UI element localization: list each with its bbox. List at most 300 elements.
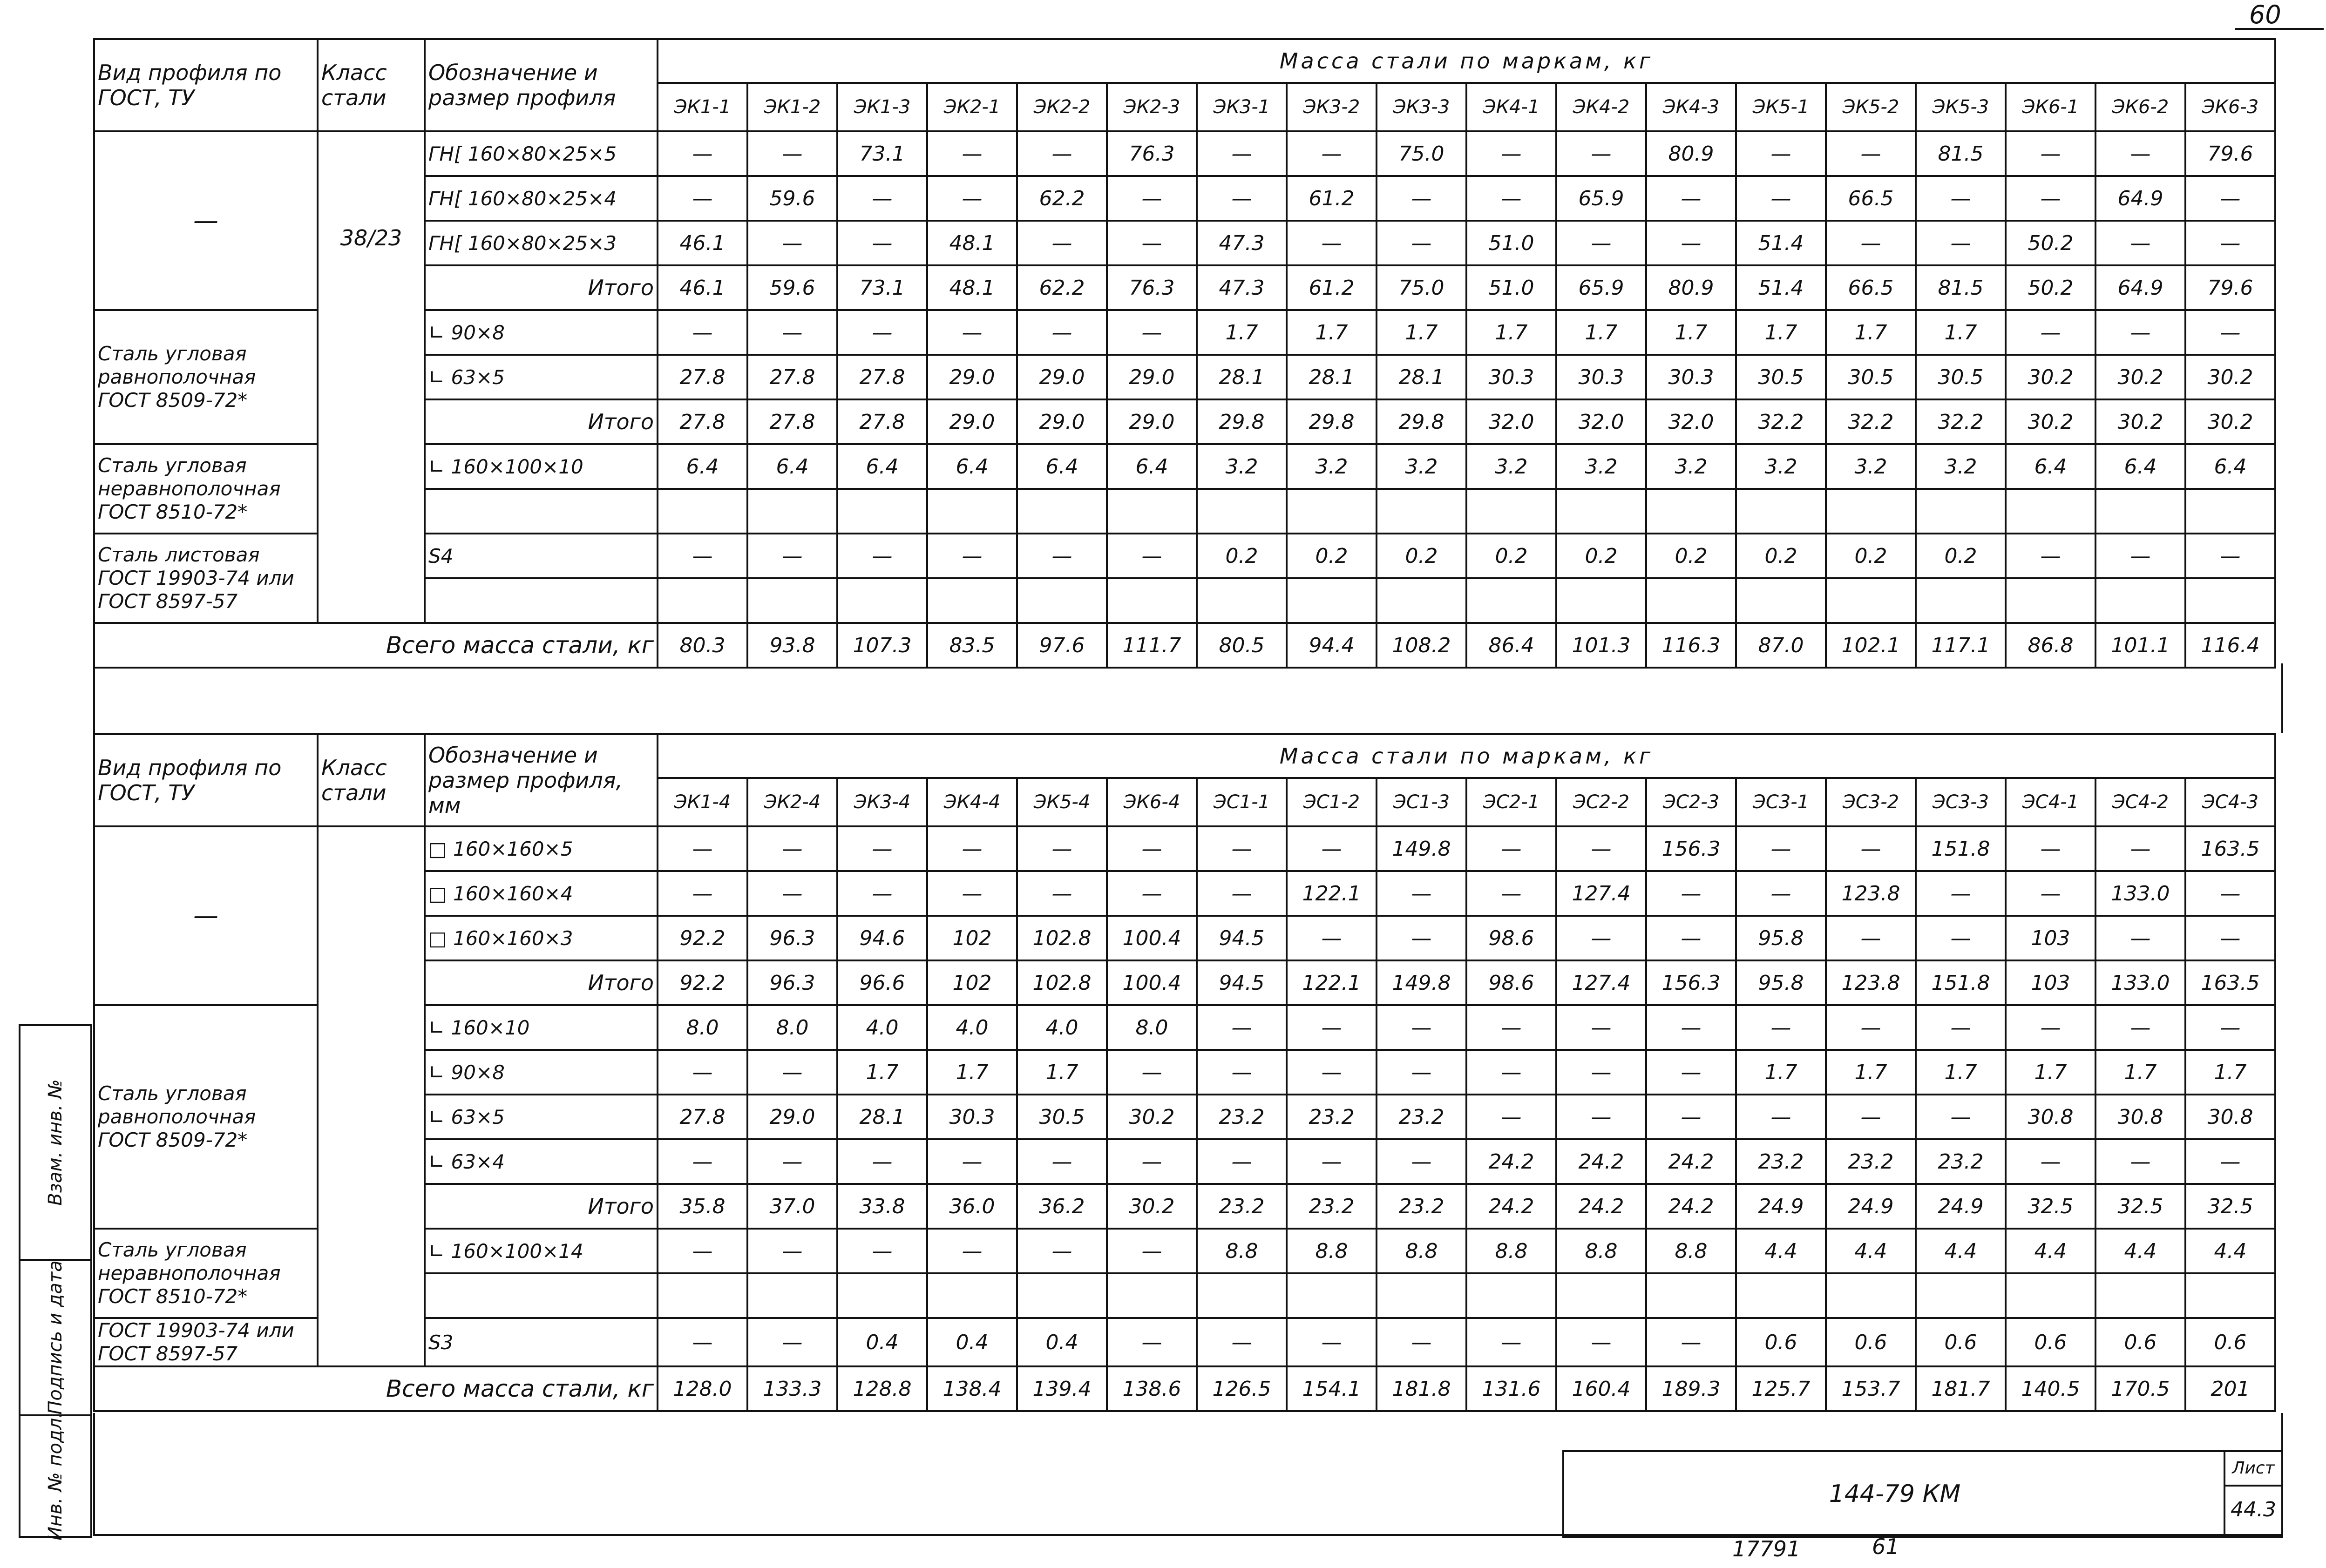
mass-value: 24.2	[1646, 1184, 1736, 1229]
mass-value: —	[1107, 221, 1197, 265]
mass-value: 29.0	[1107, 355, 1197, 399]
mass-value: —	[1377, 221, 1466, 265]
mass-value: 30.5	[1916, 355, 2006, 399]
total-value: 102.1	[1826, 623, 1916, 668]
total-value: 97.6	[1017, 623, 1107, 668]
mass-value	[747, 1273, 837, 1318]
mass-value: —	[1826, 826, 1916, 871]
mass-value: 32.5	[2095, 1184, 2185, 1229]
group-name: —	[94, 131, 318, 310]
mass-value: —	[1466, 1005, 1556, 1050]
mass-value	[1107, 1273, 1197, 1318]
mass-value: —	[2185, 1005, 2275, 1050]
table-row	[94, 131, 2275, 176]
total-value: 111.7	[1107, 623, 1197, 668]
mass-value: 1.7	[1197, 310, 1287, 355]
mass-value: —	[1287, 826, 1377, 871]
mass-value: 47.3	[1197, 265, 1287, 310]
mass-value: —	[1736, 1005, 1826, 1050]
mass-value	[1197, 1273, 1287, 1318]
sidebar-cell-inv-orig: Инв. № подл.	[45, 1412, 66, 1541]
mass-value	[1916, 578, 2006, 623]
mass-value: —	[658, 826, 747, 871]
mass-value: 27.8	[658, 1095, 747, 1139]
mass-value: —	[2095, 1139, 2185, 1184]
subtotal-label: Итого	[425, 1184, 658, 1229]
mark-header: ЭС2-1	[1466, 778, 1556, 826]
profile-size: S4	[425, 534, 658, 578]
mass-value: 0.6	[2185, 1318, 2275, 1366]
footer-page-number: 61	[1872, 1534, 1899, 1559]
steel-class-value: 38/23	[318, 131, 425, 623]
mass-value: 24.2	[1646, 1139, 1736, 1184]
mass-value: 24.2	[1466, 1184, 1556, 1229]
mark-header: ЭК3-1	[1197, 83, 1287, 131]
mass-value: 33.8	[837, 1184, 927, 1229]
profile-size: ∟ 90×8	[425, 310, 658, 355]
mark-header: ЭК3-3	[1377, 83, 1466, 131]
mass-value: 1.7	[1287, 310, 1377, 355]
mass-value: —	[2095, 534, 2185, 578]
header-steel-class: Класс стали	[318, 39, 425, 131]
mass-value: 66.5	[1826, 176, 1916, 221]
mark-header: ЭК3-4	[837, 778, 927, 826]
mass-value: 0.2	[1646, 534, 1736, 578]
mass-value: —	[1736, 1095, 1826, 1139]
mass-value: 133.0	[2095, 960, 2185, 1005]
mass-value: 32.2	[1736, 399, 1826, 444]
mass-value: —	[1916, 1095, 2006, 1139]
mass-value: —	[658, 534, 747, 578]
mass-value: —	[1646, 1005, 1736, 1050]
total-value: 125.7	[1736, 1366, 1826, 1411]
mass-value: —	[658, 176, 747, 221]
mass-value: —	[1017, 534, 1107, 578]
mass-value: —	[927, 826, 1017, 871]
mass-value: 0.6	[1736, 1318, 1826, 1366]
mass-value: 1.7	[1377, 310, 1466, 355]
mass-value: —	[1017, 871, 1107, 916]
mass-value: —	[1736, 826, 1826, 871]
mass-value: 27.8	[658, 399, 747, 444]
mass-value: —	[1466, 826, 1556, 871]
mass-value: —	[1826, 1095, 1916, 1139]
mass-value: —	[747, 534, 837, 578]
mass-value: —	[1107, 1229, 1197, 1273]
mass-value: 37.0	[747, 1184, 837, 1229]
mass-value: 127.4	[1556, 871, 1646, 916]
mark-header: ЭС2-3	[1646, 778, 1736, 826]
header-profile-type: Вид профиля по ГОСТ, ТУ	[94, 39, 318, 131]
mark-header: ЭК2-3	[1107, 83, 1197, 131]
mass-value: —	[2095, 221, 2185, 265]
mass-value: 23.2	[1287, 1184, 1377, 1229]
mass-value: —	[1017, 131, 1107, 176]
mass-value: —	[2006, 1005, 2095, 1050]
mass-value: —	[1017, 310, 1107, 355]
mass-value: 102.8	[1017, 916, 1107, 960]
mass-value: 94.6	[837, 916, 927, 960]
mass-value: —	[1107, 826, 1197, 871]
mark-header: ЭС1-3	[1377, 778, 1466, 826]
mass-value: 98.6	[1466, 916, 1556, 960]
mass-value: —	[1377, 1005, 1466, 1050]
mass-value: 163.5	[2185, 826, 2275, 871]
mass-value: 102	[927, 916, 1017, 960]
mass-value	[1826, 1273, 1916, 1318]
mass-value: —	[1736, 131, 1826, 176]
mass-value: —	[1377, 871, 1466, 916]
mass-value: —	[1107, 1139, 1197, 1184]
mass-value: 23.2	[1287, 1095, 1377, 1139]
total-value: 93.8	[747, 623, 837, 668]
mark-header: ЭС3-1	[1736, 778, 1826, 826]
table2-grid	[93, 733, 2276, 1412]
mass-value: —	[1646, 1318, 1736, 1366]
mass-value: —	[1556, 826, 1646, 871]
mass-value: 23.2	[1826, 1139, 1916, 1184]
mass-value: —	[658, 310, 747, 355]
mass-value	[1736, 578, 1826, 623]
mass-value: 6.4	[2095, 444, 2185, 489]
mass-value: 79.6	[2185, 131, 2275, 176]
mass-value: —	[927, 1139, 1017, 1184]
mass-value: 96.6	[837, 960, 927, 1005]
mass-value: 1.7	[1646, 310, 1736, 355]
mass-value: 0.6	[1826, 1318, 1916, 1366]
mark-header: ЭС3-3	[1916, 778, 2006, 826]
mass-value	[1466, 1273, 1556, 1318]
mass-value: —	[1107, 310, 1197, 355]
mass-value: 29.8	[1377, 399, 1466, 444]
mass-value: 24.2	[1466, 1139, 1556, 1184]
total-value: 160.4	[1556, 1366, 1646, 1411]
mass-value: —	[1916, 871, 2006, 916]
mass-value: 61.2	[1287, 265, 1377, 310]
sheet-label: Лист	[2225, 1452, 2281, 1487]
total-value: 181.8	[1377, 1366, 1466, 1411]
mass-value: —	[927, 871, 1017, 916]
mass-value: 32.2	[1916, 399, 2006, 444]
mass-value	[1916, 489, 2006, 534]
mass-value: 6.4	[747, 444, 837, 489]
total-value: 138.4	[927, 1366, 1017, 1411]
mass-value: —	[927, 1229, 1017, 1273]
mass-value: —	[747, 1229, 837, 1273]
mark-header: ЭК2-4	[747, 778, 837, 826]
mass-value: —	[1287, 221, 1377, 265]
mass-value: —	[1197, 826, 1287, 871]
document-code: 144-79 КМ	[1829, 1480, 1961, 1508]
mass-value: —	[747, 1318, 837, 1366]
page-number-line	[2235, 28, 2324, 30]
mass-value: —	[1287, 1005, 1377, 1050]
mark-header: ЭК1-4	[658, 778, 747, 826]
mass-value: —	[747, 1139, 837, 1184]
mass-value: —	[1197, 1005, 1287, 1050]
mass-value	[1287, 489, 1377, 534]
mass-value: —	[1107, 534, 1197, 578]
table-gap	[93, 663, 2283, 733]
mass-value: 0.2	[1736, 534, 1826, 578]
profile-size: ГН[ 160×80×25×3	[425, 221, 658, 265]
mass-value: —	[1017, 1139, 1107, 1184]
sidebar-cell-signature: Подпись и дата	[20, 1261, 90, 1416]
mass-value: 0.2	[1916, 534, 2006, 578]
mass-value: —	[837, 310, 927, 355]
total-value: 107.3	[837, 623, 927, 668]
profile-size: ∟ 160×100×14	[425, 1229, 658, 1273]
mass-value	[1646, 1273, 1736, 1318]
mass-value	[1466, 489, 1556, 534]
total-value: 153.7	[1826, 1366, 1916, 1411]
mass-value: 30.8	[2185, 1095, 2275, 1139]
mass-value: 92.2	[658, 916, 747, 960]
mass-value: —	[2185, 1139, 2275, 1184]
table1-grid	[93, 38, 2276, 669]
total-value: 94.4	[1287, 623, 1377, 668]
mass-value: 30.2	[2185, 355, 2275, 399]
mass-value: 3.2	[1646, 444, 1736, 489]
mass-value: —	[1916, 221, 2006, 265]
mark-header: ЭК6-3	[2185, 83, 2275, 131]
mass-value: —	[1287, 1318, 1377, 1366]
total-label: Всего масса стали, кг	[94, 623, 658, 668]
mass-value: 8.0	[1107, 1005, 1197, 1050]
total-value: 126.5	[1197, 1366, 1287, 1411]
subtotal-label: Итого	[425, 265, 658, 310]
mass-value: 122.1	[1287, 871, 1377, 916]
mass-value: 1.7	[1017, 1050, 1107, 1095]
mass-value: —	[2095, 916, 2185, 960]
mass-value: —	[1736, 871, 1826, 916]
mass-value: 29.0	[1107, 399, 1197, 444]
header-designation: Обозначение и размер профиля, мм	[425, 734, 658, 826]
mass-value: 1.7	[1556, 310, 1646, 355]
mass-value: 96.3	[747, 960, 837, 1005]
mass-value: —	[837, 534, 927, 578]
mass-value: 61.2	[1287, 176, 1377, 221]
mass-value	[927, 1273, 1017, 1318]
total-value: 101.3	[1556, 623, 1646, 668]
mass-value: —	[658, 131, 747, 176]
mass-value: —	[1197, 176, 1287, 221]
mass-value: —	[1197, 1050, 1287, 1095]
mass-value: —	[2095, 1005, 2185, 1050]
mass-value: 32.0	[1466, 399, 1556, 444]
mass-value: —	[2095, 310, 2185, 355]
mass-value: 24.2	[1556, 1139, 1646, 1184]
mass-value: —	[927, 176, 1017, 221]
mass-value: 1.7	[1736, 1050, 1826, 1095]
mass-value: 46.1	[658, 221, 747, 265]
mass-value: —	[1826, 221, 1916, 265]
mass-value: 27.8	[837, 355, 927, 399]
sidebar-cell-inv-replace: Взам. инв. №	[20, 1026, 90, 1261]
mass-value: 8.8	[1197, 1229, 1287, 1273]
total-value: 201	[2185, 1366, 2275, 1411]
total-value: 87.0	[1736, 623, 1826, 668]
mass-value: —	[1916, 916, 2006, 960]
mark-header: ЭС1-1	[1197, 778, 1287, 826]
subtotal-label: Итого	[425, 399, 658, 444]
mass-value: —	[2006, 826, 2095, 871]
mass-value: 24.9	[1736, 1184, 1826, 1229]
mass-value	[1556, 1273, 1646, 1318]
mass-value: 0.6	[2006, 1318, 2095, 1366]
mass-value: 51.4	[1736, 221, 1826, 265]
mass-value: 30.2	[2095, 399, 2185, 444]
mass-value	[1466, 578, 1556, 623]
total-value: 170.5	[2095, 1366, 2185, 1411]
mass-value: 102	[927, 960, 1017, 1005]
total-value: 128.8	[837, 1366, 927, 1411]
mass-value: 156.3	[1646, 960, 1736, 1005]
mass-value: 76.3	[1107, 265, 1197, 310]
mass-value: 65.9	[1556, 176, 1646, 221]
mass-value: —	[658, 1050, 747, 1095]
mass-value: 66.5	[1826, 265, 1916, 310]
mass-value: 30.5	[1017, 1095, 1107, 1139]
mass-value: 4.4	[1736, 1229, 1826, 1273]
mass-value: 1.7	[1736, 310, 1826, 355]
mass-value: —	[2185, 310, 2275, 355]
mass-value	[1017, 1273, 1107, 1318]
mass-value	[658, 578, 747, 623]
mass-value: —	[1646, 221, 1736, 265]
mass-value: 73.1	[837, 265, 927, 310]
mass-value	[1287, 578, 1377, 623]
header-row	[94, 39, 2275, 83]
mass-value: 62.2	[1017, 265, 1107, 310]
mass-value: —	[837, 1139, 927, 1184]
mass-value: 30.2	[1107, 1095, 1197, 1139]
mass-value: 0.4	[927, 1318, 1017, 1366]
total-label: Всего масса стали, кг	[94, 1366, 658, 1411]
mass-value	[1916, 1273, 2006, 1318]
mass-value	[1377, 489, 1466, 534]
mass-value: 3.2	[1736, 444, 1826, 489]
mass-value: 75.0	[1377, 131, 1466, 176]
mass-value: 29.8	[1197, 399, 1287, 444]
mass-value: 1.7	[1466, 310, 1556, 355]
mass-value: 1.7	[2095, 1050, 2185, 1095]
mass-value: —	[1646, 176, 1736, 221]
mark-header: ЭК1-2	[747, 83, 837, 131]
mass-value: 30.5	[1736, 355, 1826, 399]
total-value: 108.2	[1377, 623, 1466, 668]
group-name: —	[94, 826, 318, 1005]
mass-value: 4.4	[1826, 1229, 1916, 1273]
mass-value: —	[1197, 1139, 1287, 1184]
mass-value: 1.7	[2185, 1050, 2275, 1095]
mass-value: 0.6	[2095, 1318, 2185, 1366]
mass-value	[747, 489, 837, 534]
mass-value: 51.4	[1736, 265, 1826, 310]
total-row	[94, 623, 2275, 668]
mass-value: 1.7	[1916, 1050, 2006, 1095]
total-value: 128.0	[658, 1366, 747, 1411]
mass-value: 24.9	[1916, 1184, 2006, 1229]
mass-value: 46.1	[658, 265, 747, 310]
mass-value: 0.2	[1556, 534, 1646, 578]
mass-value: 151.8	[1916, 960, 2006, 1005]
mass-value: 27.8	[747, 355, 837, 399]
mass-value: 8.8	[1466, 1229, 1556, 1273]
mass-value: —	[837, 1229, 927, 1273]
total-value: 189.3	[1646, 1366, 1736, 1411]
mass-value: 1.7	[1916, 310, 2006, 355]
mark-header: ЭК5-4	[1017, 778, 1107, 826]
mass-value: 4.0	[1017, 1005, 1107, 1050]
profile-size: ∟ 63×5	[425, 1095, 658, 1139]
mass-value: 3.2	[1826, 444, 1916, 489]
mass-value: 1.7	[927, 1050, 1017, 1095]
mass-value: —	[1916, 176, 2006, 221]
mass-value: 27.8	[837, 399, 927, 444]
total-value: 131.6	[1466, 1366, 1556, 1411]
mass-value: 23.2	[1197, 1184, 1287, 1229]
mass-value: 94.5	[1197, 960, 1287, 1005]
mass-value	[2095, 578, 2185, 623]
mass-value	[1736, 489, 1826, 534]
mass-value: 6.4	[2185, 444, 2275, 489]
mass-value: 100.4	[1107, 916, 1197, 960]
mass-value: 27.8	[747, 399, 837, 444]
mass-value: 0.4	[837, 1318, 927, 1366]
mass-value: —	[1556, 916, 1646, 960]
mass-value	[927, 578, 1017, 623]
total-value: 154.1	[1287, 1366, 1377, 1411]
mass-value: —	[1466, 1050, 1556, 1095]
mass-value: 3.2	[1287, 444, 1377, 489]
mass-value: —	[837, 176, 927, 221]
mass-value	[1377, 1273, 1466, 1318]
mass-value: —	[1736, 176, 1826, 221]
mass-value: 73.1	[837, 131, 927, 176]
mass-value: —	[837, 826, 927, 871]
mass-value: —	[1017, 221, 1107, 265]
archive-number: 17791	[1732, 1536, 1801, 1561]
mass-value: —	[2185, 871, 2275, 916]
total-value: 133.3	[747, 1366, 837, 1411]
mass-value: 8.0	[747, 1005, 837, 1050]
profile-size: S3	[425, 1318, 658, 1366]
mass-value: 8.8	[1377, 1229, 1466, 1273]
total-value: 101.1	[2095, 623, 2185, 668]
mass-value: —	[2185, 176, 2275, 221]
mass-value: —	[1466, 1318, 1556, 1366]
header-row	[94, 734, 2275, 778]
mass-value: 28.1	[1287, 355, 1377, 399]
mass-value: 50.2	[2006, 221, 2095, 265]
mass-value: 103	[2006, 916, 2095, 960]
mass-value: 28.1	[1377, 355, 1466, 399]
mass-value: 23.2	[1377, 1184, 1466, 1229]
mark-header: ЭК4-1	[1466, 83, 1556, 131]
mass-value	[837, 1273, 927, 1318]
sheet-box	[2224, 1450, 2283, 1538]
mass-value: —	[1556, 1005, 1646, 1050]
mass-value: —	[747, 310, 837, 355]
profile-size	[425, 578, 658, 623]
mass-value: 0.2	[1826, 534, 1916, 578]
mark-header: ЭК4-2	[1556, 83, 1646, 131]
mass-value: 95.8	[1736, 960, 1826, 1005]
mass-value: 64.9	[2095, 176, 2185, 221]
mass-value: 0.2	[1287, 534, 1377, 578]
mark-header: ЭС1-2	[1287, 778, 1377, 826]
